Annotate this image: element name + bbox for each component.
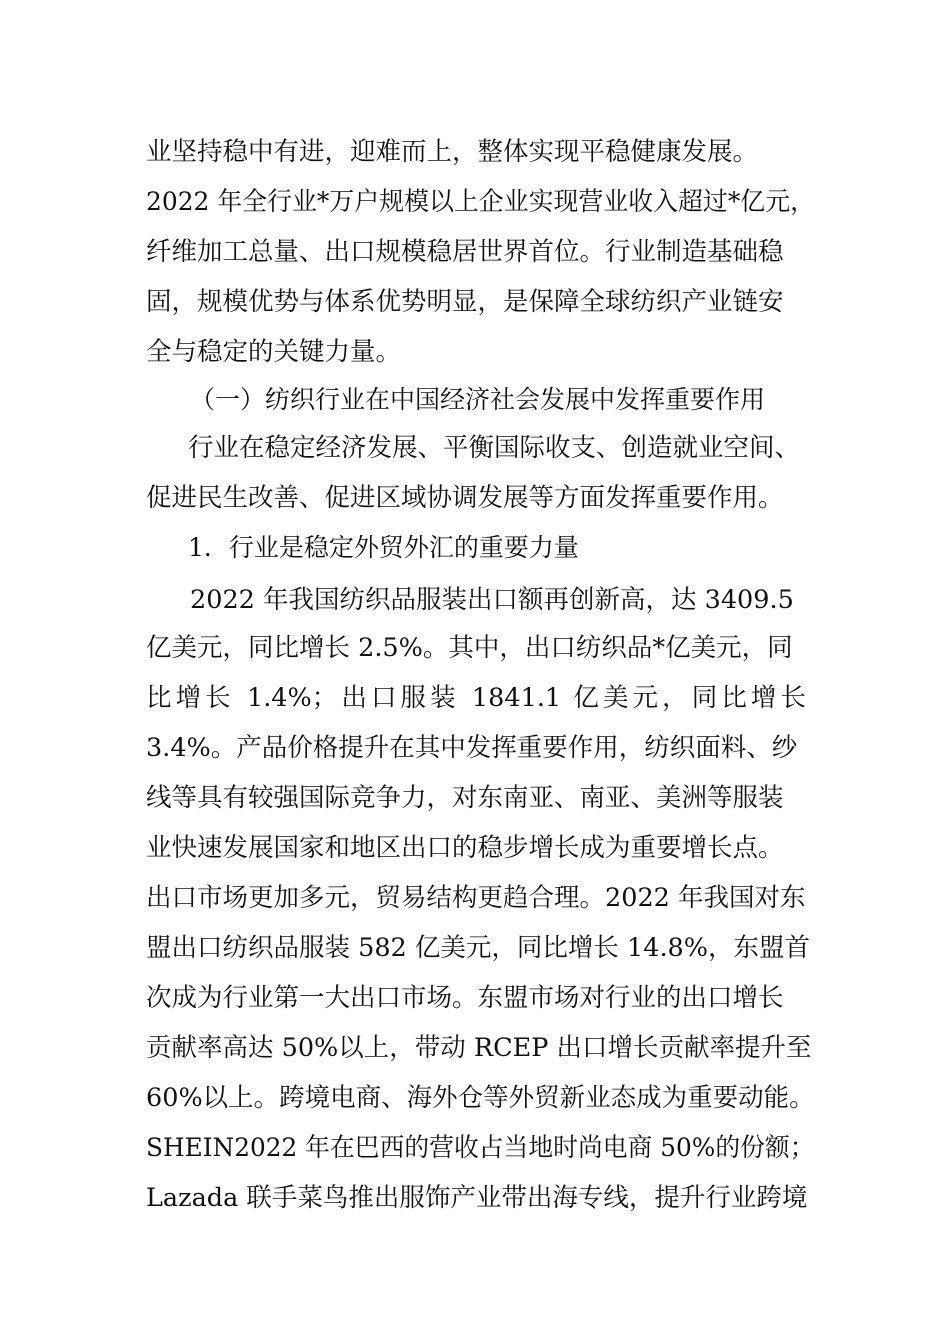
- paragraph-line: 固，规模优势与体系优势明显，是保障全球纺织产业链安: [146, 287, 784, 317]
- paragraph-line: 贡献率高达 50%以上，带动 RCEP 出口增长贡献率提升至: [146, 1033, 812, 1063]
- paragraph-line: 促进民生改善、促进区域协调发展等方面发挥重要作用。: [146, 483, 784, 513]
- paragraph-line: 纤维加工总量、出口规模稳居世界首位。行业制造基础稳: [146, 237, 784, 267]
- paragraph-line: 亿美元，同比增长 2.5%。其中，出口纺织品*亿美元，同: [146, 633, 793, 663]
- paragraph-line: 3.4%。产品价格提升在其中发挥重要作用，纺织面料、纱: [146, 733, 798, 763]
- paragraph-line: 次成为行业第一大出口市场。东盟市场对行业的出口增长: [146, 983, 784, 1013]
- subsection-heading: 1．行业是稳定外贸外汇的重要力量: [188, 533, 579, 562]
- paragraph-line: 出口市场更加多元，贸易结构更趋合理。2022 年我国对东: [146, 883, 806, 913]
- paragraph-line: 业快速发展国家和地区出口的稳步增长成为重要增长点。: [146, 833, 784, 863]
- paragraph-line: 盟出口纺织品服装 582 亿美元，同比增长 14.8%，东盟首: [146, 933, 810, 963]
- paragraph-line: 线等具有较强国际竞争力，对东南亚、南亚、美洲等服装: [146, 783, 784, 813]
- paragraph-line: 2022 年全行业*万户规模以上企业实现营业收入超过*亿元，: [146, 187, 816, 217]
- section-heading: （一）纺织行业在中国经济社会发展中发挥重要作用: [190, 385, 766, 414]
- paragraph-line: SHEIN2022 年在巴西的营收占当地时尚电商 50%的份额；: [146, 1133, 815, 1163]
- paragraph-line: 比增长 1.4%；出口服装 1841.1 亿美元，同比增长: [146, 683, 806, 713]
- paragraph-line: 60%以上。跨境电商、海外仓等外贸新业态成为重要动能。: [146, 1083, 815, 1113]
- paragraph-line: 全与稳定的关键力量。: [146, 337, 402, 367]
- paragraph-line: 业坚持稳中有进，迎难而上，整体实现平稳健康发展。: [146, 137, 759, 167]
- paragraph-line: 行业在稳定经济发展、平衡国际收支、创造就业空间、: [188, 433, 801, 463]
- paragraph-line: 2022 年我国纺织品服装出口额再创新高，达 3409.5: [190, 585, 794, 615]
- paragraph-line: Lazada 联手菜鸟推出服饰产业带出海专线，提升行业跨境: [146, 1183, 808, 1213]
